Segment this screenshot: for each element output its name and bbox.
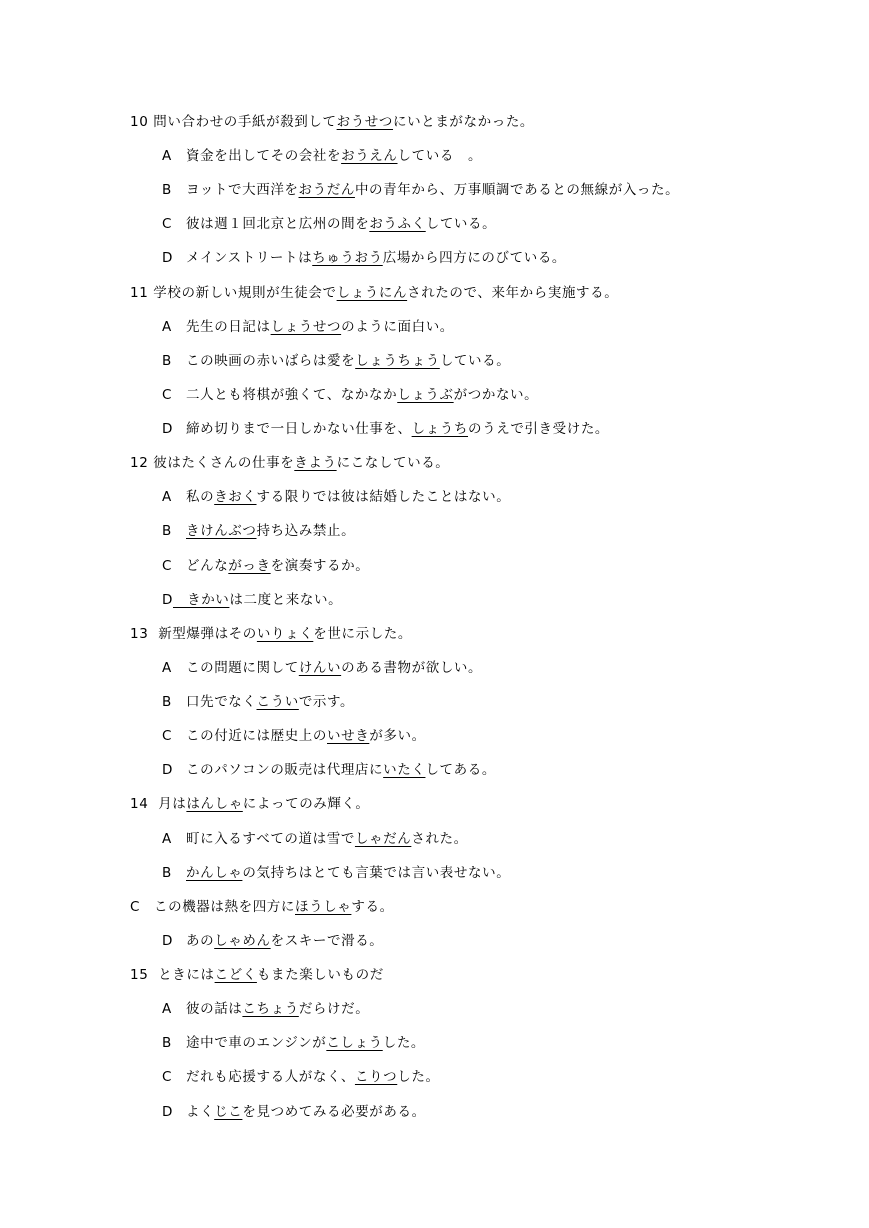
question-13-stem xyxy=(130,625,412,643)
question-12-stem xyxy=(130,454,449,472)
underlined-word: きおく xyxy=(214,489,257,505)
choice-13-a xyxy=(162,659,482,677)
underlined-word: こうい xyxy=(256,694,299,710)
underlined-word: おうだん xyxy=(298,182,355,198)
underlined-word: おうえん xyxy=(341,148,398,164)
choice-text-pre: 彼の話は xyxy=(186,1001,243,1017)
choice-text-pre: 私の xyxy=(186,489,215,505)
choice-15-c xyxy=(162,1068,440,1086)
choice-label: D xyxy=(162,592,173,608)
choice-text-pre: ヨットで大西洋を xyxy=(186,182,299,198)
choice-text-post: は二度と来ない。 xyxy=(229,592,343,608)
choice-label: D xyxy=(162,421,173,437)
choice-label: A xyxy=(162,1001,172,1017)
question-text-pre: ときには xyxy=(158,967,215,983)
underlined-word: おうふく xyxy=(369,216,426,232)
question-number: 14 xyxy=(130,796,149,812)
choice-text-post: している。 xyxy=(425,216,497,232)
choice-text-pre: 途中で車のエンジンが xyxy=(186,1035,327,1051)
choice-text-post: だらけだ。 xyxy=(298,1001,370,1017)
question-number: 13 xyxy=(130,626,149,642)
underlined-word: しょうち xyxy=(411,421,469,437)
underlined-word: いせき xyxy=(327,728,370,744)
choice-text-pre: 二人とも将棋が強くて、なかなか xyxy=(186,387,398,403)
underlined-word: こしょう xyxy=(326,1035,383,1051)
question-text-post: されたので、来年から実施する。 xyxy=(407,285,619,301)
choice-label: C xyxy=(162,728,173,744)
choice-text-post: している 。 xyxy=(397,148,483,164)
choice-12-c xyxy=(162,557,369,575)
choice-label: A xyxy=(162,831,172,847)
choice-13-d xyxy=(162,761,496,779)
choice-10-d xyxy=(162,249,566,267)
choice-text-pre: この付近には歴史上の xyxy=(186,728,327,744)
choice-text-pre: 彼は週１回北京と広州の間を xyxy=(186,216,370,232)
choice-label: B xyxy=(162,1035,172,1051)
choice-label: A xyxy=(162,489,172,505)
question-text-pre: 月は xyxy=(158,796,187,812)
underlined-word: こちょう xyxy=(242,1001,299,1017)
choice-12-b xyxy=(162,522,355,540)
question-text-post: にこなしている。 xyxy=(336,455,450,471)
choice-10-c xyxy=(162,215,496,233)
choice-label: C xyxy=(130,899,141,915)
underlined-word: しょうせつ xyxy=(270,319,342,335)
question-10-stem xyxy=(130,113,534,131)
choice-text-post: のある書物が欲しい。 xyxy=(341,660,483,676)
underlined-word: おうせつ xyxy=(336,114,394,130)
choice-11-c xyxy=(162,386,538,404)
underlined-word: はんしゃ xyxy=(186,796,243,812)
underlined-word: しょうちょう xyxy=(355,353,440,369)
underlined-word: いりょく xyxy=(256,626,314,642)
choice-label: D xyxy=(162,762,173,778)
choice-text-post: を見つめてみる必要がある。 xyxy=(242,1104,426,1120)
choice-label: D xyxy=(162,1104,173,1120)
question-text-post: を世に示した。 xyxy=(313,626,412,642)
choice-text-post: のように面白い。 xyxy=(341,319,454,335)
choice-text-pre: この映画の赤いばらは愛を xyxy=(186,353,356,369)
choice-label: B xyxy=(162,865,172,881)
question-text-post: もまた楽しいものだ xyxy=(256,967,384,983)
choice-14-d xyxy=(162,932,383,950)
question-number: 15 xyxy=(130,967,149,983)
choice-text-post: で示す。 xyxy=(298,694,355,710)
choice-12-a xyxy=(162,488,510,506)
question-11-stem xyxy=(130,284,618,302)
choice-label: A xyxy=(162,319,172,335)
choice-label: B xyxy=(162,523,172,539)
choice-text-pre: 資金を出してその会社を xyxy=(186,148,342,164)
choice-text-pre: 町に入るすべての道は雪で xyxy=(186,831,355,847)
question-14-stem xyxy=(130,795,369,813)
choice-text-post: 中の青年から、万事順調であるとの無線が入った。 xyxy=(354,182,680,198)
underlined-word: こどく xyxy=(214,967,257,983)
choice-label: C xyxy=(162,216,173,232)
underlined-word: ちゅうおう xyxy=(312,250,383,266)
choice-label: B xyxy=(162,353,172,369)
underlined-word: けんい xyxy=(298,660,342,676)
underlined-word: こりつ xyxy=(354,1069,398,1085)
choice-text-post: した。 xyxy=(397,1069,440,1085)
choice-text-pre: 締め切りまで一日しかない仕事を、 xyxy=(186,421,412,437)
choice-label: A xyxy=(162,660,172,676)
choice-text-post: した。 xyxy=(382,1035,426,1051)
underlined-word: かんしゃ xyxy=(186,865,243,881)
question-text-pre: 学校の新しい規則が生徒会で xyxy=(153,285,337,301)
underlined-word: しょうぶ xyxy=(397,387,454,403)
underlined-word: きよう xyxy=(294,455,337,471)
choice-text-pre: 口先でなく xyxy=(186,694,257,710)
choice-label: C xyxy=(162,387,173,403)
choice-text-pre: この問題に関して xyxy=(186,660,299,676)
choice-11-b xyxy=(162,352,510,370)
choice-text-pre: どんな xyxy=(186,558,229,574)
question-text-post: によってのみ輝く。 xyxy=(242,796,370,812)
choice-text-post: 持ち込み禁止。 xyxy=(256,523,356,539)
choice-text-pre: だれも応援する人がなく、 xyxy=(186,1069,355,1085)
question-text-pre: 新型爆弾はその xyxy=(158,626,257,642)
choice-text-post: された。 xyxy=(411,831,468,847)
choice-label: D xyxy=(162,250,173,266)
choice-label: D xyxy=(162,933,173,949)
choice-text-post: する。 xyxy=(351,899,394,915)
choice-text-post: が多い。 xyxy=(369,728,426,744)
choice-text-post: する限りでは彼は結婚したことはない。 xyxy=(256,489,511,505)
question-number: 11 xyxy=(130,285,149,301)
underlined-word: きかい xyxy=(173,592,230,608)
choice-text-pre: あの xyxy=(186,933,215,949)
question-number: 10 xyxy=(130,114,149,130)
choice-14-a xyxy=(162,830,468,848)
choice-text-post: してある。 xyxy=(425,762,496,778)
underlined-word: がっき xyxy=(228,558,271,574)
choice-text-post: している。 xyxy=(439,353,511,369)
underlined-word: しょうにん xyxy=(336,285,408,301)
question-text-post: にいとまがなかった。 xyxy=(393,114,535,130)
question-15-stem xyxy=(130,966,384,984)
choice-label: B xyxy=(162,694,172,710)
choice-text-post: をスキーで滑る。 xyxy=(270,933,384,949)
choice-14-b xyxy=(162,864,510,882)
underlined-word: いたく xyxy=(383,762,426,778)
choice-text-pre: メインストリートは xyxy=(186,250,313,266)
choice-13-c xyxy=(162,727,426,745)
question-text-pre: 彼はたくさんの仕事を xyxy=(153,455,295,471)
choice-11-d xyxy=(162,420,609,438)
choice-label: A xyxy=(162,148,172,164)
choice-text-pre: このパソコンの販売は代理店に xyxy=(186,762,384,778)
choice-text-pre: この機器は熱を四方に xyxy=(154,899,295,915)
underlined-word: しゃめん xyxy=(214,933,271,949)
choice-11-a xyxy=(162,318,454,336)
underlined-word: しゃだん xyxy=(354,831,412,847)
choice-label: C xyxy=(162,558,173,574)
underlined-word: ほうしゃ xyxy=(295,899,352,915)
choice-13-b xyxy=(162,693,354,711)
choice-15-b xyxy=(162,1034,425,1052)
choice-text-post: を演奏するか。 xyxy=(270,558,370,574)
choice-text-post: のうえで引き受けた。 xyxy=(468,421,610,437)
underlined-word: きけんぶつ xyxy=(186,523,257,539)
question-number: 12 xyxy=(130,455,149,471)
choice-text-post: がつかない。 xyxy=(453,387,539,403)
question-text-pre: 問い合わせの手紙が殺到して xyxy=(153,114,337,130)
choice-label: C xyxy=(162,1069,173,1085)
choice-10-a xyxy=(162,147,482,165)
underlined-word: じこ xyxy=(214,1104,243,1120)
choice-12-d xyxy=(162,591,342,609)
choice-14-c xyxy=(130,898,394,916)
choice-text-pre: よく xyxy=(186,1104,215,1120)
choice-15-d xyxy=(162,1103,426,1121)
choice-15-a xyxy=(162,1000,369,1018)
choice-10-b xyxy=(162,181,679,199)
choice-text-post: の気持ちはとても言葉では言い表せない。 xyxy=(242,865,511,881)
choice-text-post: 広場から四方にのびている。 xyxy=(382,250,567,266)
choice-text-pre: 先生の日記は xyxy=(186,319,271,335)
choice-label: B xyxy=(162,182,172,198)
